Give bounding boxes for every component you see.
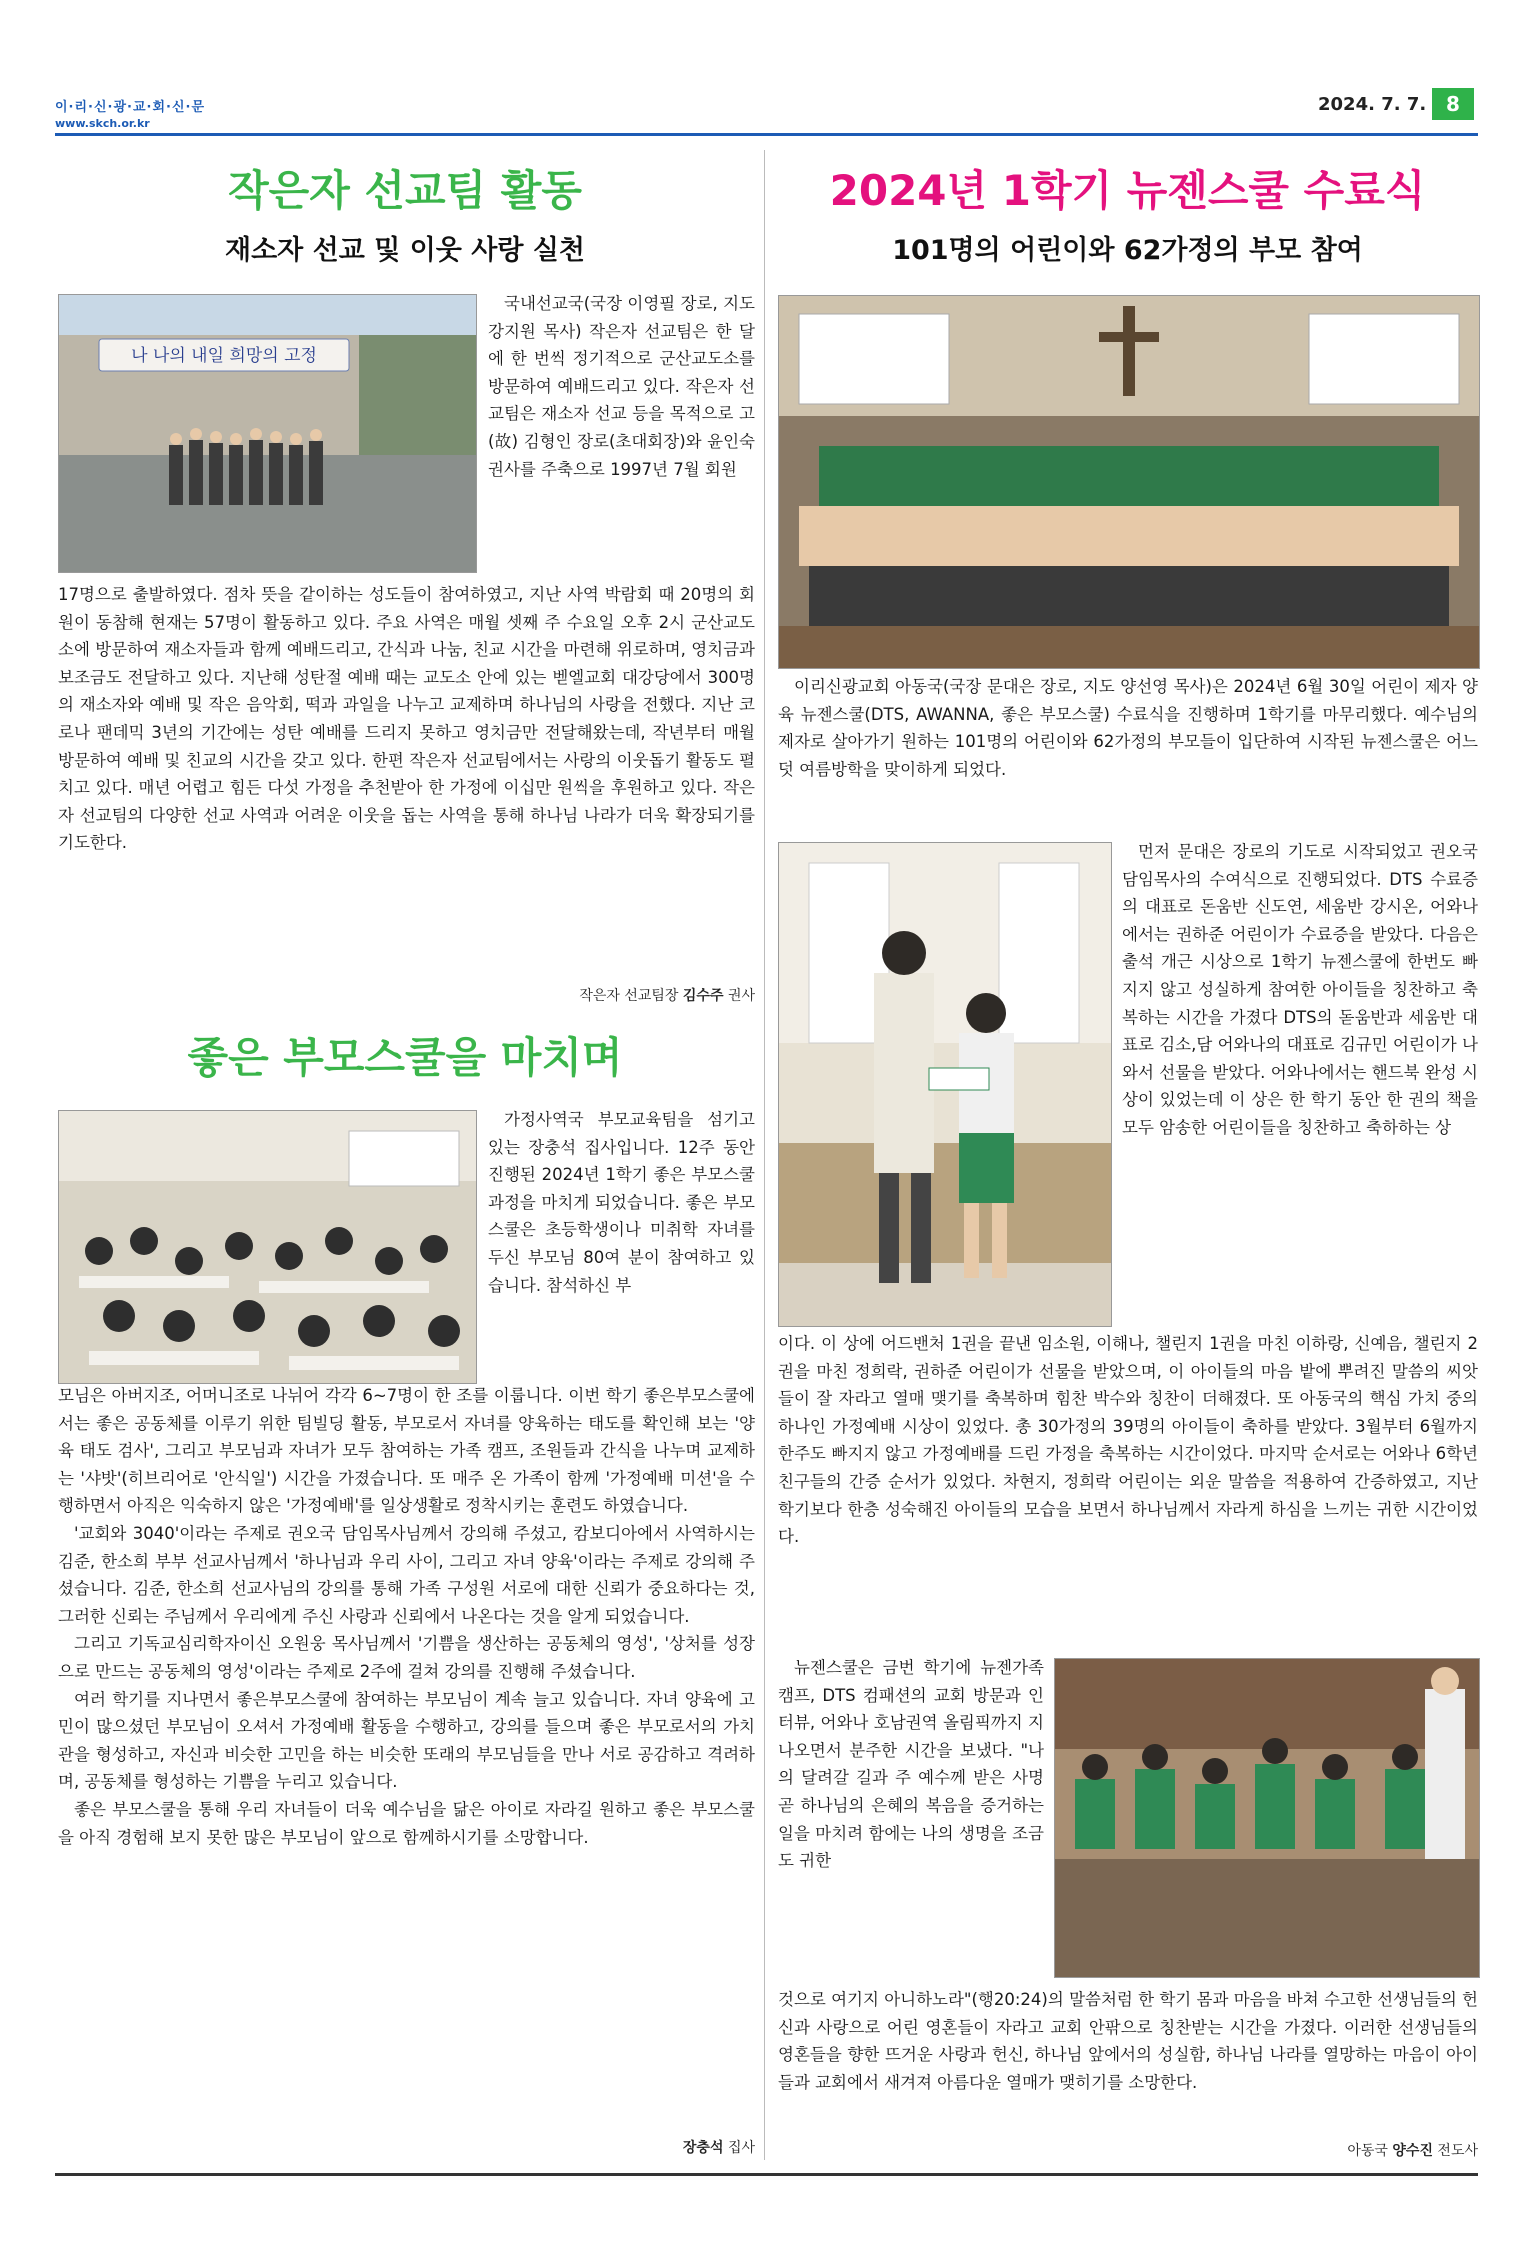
- byline-name: 김수주: [682, 988, 724, 1004]
- article1-photo: [58, 294, 477, 573]
- banner-text: 나 나의 내일 희망의 고정: [131, 346, 317, 366]
- byline-title: 권사: [727, 988, 755, 1004]
- article2-paragraph-top: 가정사역국 부모교육팀을 섬기고 있는 장충석 집사입니다. 12주 동안 진행된 2024년 1학기 좋은 부모스쿨 과정을 마치게 되었습니다. 좋은 부모스쿨은 초등학생이나 미취학 자녀를 두신 부모님 80여 분이 참여하고 있습니다. 참석하신 부: [488, 1110, 755, 1295]
- article3-text-3-body: [778, 1986, 1478, 2096]
- article3-subtitle: 101명의 어린이와 62가정의 부모 참여: [892, 235, 1363, 266]
- article3-text-2-top: [1122, 838, 1478, 1142]
- article2-byline: [58, 2137, 755, 2157]
- article3-text-3-top: [778, 1654, 1044, 1875]
- byline-name: 양수진: [1392, 2143, 1433, 2159]
- article3-text-1: [778, 673, 1478, 783]
- article2-paragraph-2: '교회와 3040'이라는 주제로 권오국 담임목사님께서 강의해 주셨고, 캄보디아에서 사역하시는 김준, 한소희 부부 선교사님께서 '하나님과 우리 사이, 그리고 자녀 양육'이라는 주제로 강의해 주셨습니다. 김준, 한소희 선교사님의 강의를 통해 가족 구성원 서로에 대한 신뢰가 중요하다는 것, 그러한 신뢰는 주님께서 우리에게 주신 사랑과 신뢰에서 나온다는 것을 알게 되었습니다.: [58, 1523, 755, 1626]
- article1-title: 작은자 선교팀 활동: [228, 166, 582, 215]
- article3-paragraph-1: 이리신광교회 아동국(국장 문대은 장로, 지도 양선영 목사)은 2024년 6월 30일 어린이 제자 양육 뉴젠스쿨(DTS, AWANNA, 좋은 부모스쿨) 수료식을 진행하며 1학기를 마무리했다. 예수님의 제자로 살아가기 원하는 101명의 어린이와 62가정의 부모들이 입단하여 시작된 뉴젠스쿨은 어느덧 여름방학을 맞이하게 되었다.: [778, 677, 1478, 779]
- article3-byline: [778, 2140, 1478, 2160]
- page-number-badge: 8: [1432, 88, 1474, 120]
- article2-title: 좋은 부모스쿨을 마치며: [187, 1033, 623, 1082]
- issue-date: 2024. 7. 7.: [1318, 94, 1427, 115]
- article2-paragraph-5: 좋은 부모스쿨을 통해 우리 자녀들이 더욱 예수님을 닮은 아이로 자라길 원하고 좋은 부모스쿨을 아직 경험해 보지 못한 많은 부모님이 앞으로 함께하시기를 소망합니다.: [58, 1799, 755, 1847]
- article1-paragraph-body: 17명으로 출발하였다. 점차 뜻을 같이하는 성도들이 참여하였고, 지난 사역 박람회 때 20명의 회원이 동참해 현재는 57명이 활동하고 있다. 주요 사역은 매월 셋째 주 수요일 오후 2시 군산교도소에 방문하여 재소자들과 함께 예배드리고, 간식과 나눔, 친교 시간을 마련해 위로하며, 영치금과 보조금도 전달하고 있다. 지난해 성탄절 예배 때는 교도소 안에 있는 벧엘교회 대강당에서 300명의 재소자와 예배 및 작은 음악회, 떡과 과일을 나누고 교제하며 하나님의 사랑을 전했다. 지난 코로나 팬데믹 3년의 기간에는 성탄 예배를 드리지 못하고 영치금만 전달해왔는데, 작년부터 매월 방문하여 예배 및 친교의 시간을 갖고 있다. 한편 작은자 선교팀에서는 사랑의 이웃돕기 활동도 펼치고 있다. 매년 어렵고 힘든 다섯 가정을 추천받아 한 가정에 이십만 원씩을 후원하고 있다. 작은자 선교팀의 다양한 선교 사역과 어려운 이웃을 돕는 사역을 통해 하나님 나라가 더욱 확장되기를 기도한다.: [58, 585, 755, 853]
- article3-group-photo: [778, 295, 1480, 669]
- article3-paragraph-3-body: 것으로 여기지 아니하노라"(행20:24)의 말씀처럼 한 학기 몸과 마음을 바쳐 수고한 선생님들의 헌신과 사랑으로 어린 영혼들이 자라고 교회 안팎으로 칭찬받는 시간을 가졌다. 이러한 선생님들의 영혼들을 향한 뜨거운 사랑과 헌신, 하나님 앞에서의 성실함, 하나님 나라를 열망하는 마음이 아이들과 교회에서 새겨져 아름다운 열매가 맺히기를 소망한다.: [778, 1990, 1478, 2092]
- masthead-name: 이·리·신·광·교·회·신·문: [55, 100, 206, 115]
- article2-paragraph-3: 그리고 기독교심리학자이신 오원웅 목사님께서 '기쁨을 생산하는 공동체의 영성', '상처를 성장으로 만드는 공동체의 영성'이라는 주제로 2주에 걸쳐 강의를 진행해 주셨습니다.: [58, 1634, 755, 1681]
- article2-paragraph-4: 여러 학기를 지나면서 좋은부모스쿨에 참여하는 부모님이 계속 늘고 있습니다. 자녀 양육에 고민이 많으셨던 부모님이 오셔서 가정예배 활동을 수행하고, 강의를 들으며 좋은 부모로서의 가치관을 형성하고, 자신과 비슷한 고민을 하는 비슷한 또래의 부모님들을 만나 서로 공감하고 격려하며, 공동체를 형성하는 기쁨을 누리고 있습니다.: [58, 1689, 755, 1792]
- article3-title: 2024년 1학기 뉴젠스쿨 수료식: [829, 166, 1426, 215]
- article1-subtitle: 재소자 선교 및 이웃 사랑 실천: [225, 235, 585, 266]
- article2-text-body: [58, 1382, 755, 1851]
- article2-text-top: [488, 1106, 755, 1299]
- article1-text-top: [488, 290, 755, 483]
- article3-paragraph-2-body: 이다. 이 상에 어드밴처 1권을 끝낸 임소원, 이해나, 챌린지 1권을 마친 이하랑, 신예음, 챌린지 2권을 마친 정희락, 권하준 어린이가 선물을 받았으며, 이 아이들의 마음 밭에 뿌려진 말씀의 씨앗들이 잘 자라고 열매 맺기를 축복하며 힘찬 박수와 칭찬이 더해졌다. 또 아동국의 핵심 가치 중의 하나인 가정예배 시상이 있었다. 총 30가정의 39명의 아이들이 축하를 받았다. 3월부터 6월까지 한주도 빠지지 않고 가정예배를 드린 가정을 축복하는 시간이었다. 마지막 순서로는 어와나 6학년 친구들의 간증 순서가 있었다. 차현지, 정희락 어린이는 외운 말씀을 적용하여 간증하였고, 지난 학기보다 한층 성숙해진 아이들의 모습을 보면서 하나님께서 자라게 하심을 느끼는 귀한 시간이었다.: [778, 1334, 1478, 1547]
- article1-byline: [58, 985, 755, 1005]
- column-divider: [764, 150, 765, 2160]
- byline-name: 장충석: [682, 2140, 724, 2156]
- header-rule: [55, 133, 1478, 136]
- article1-paragraph-top: 국내선교국(국장 이영필 장로, 지도 강지원 목사) 작은자 선교팀은 한 달에 한 번씩 정기적으로 군산교도소를 방문하여 예배드리고 있다. 작은자 선교팀은 재소자 선교 등을 목적으로 고(故) 김형인 장로(초대회장)와 윤인숙 권사를 주축으로 1997년 7월 회원: [488, 294, 755, 479]
- article3-award-photo: [778, 842, 1112, 1327]
- article2-photo: [58, 1110, 477, 1384]
- byline-title: 전도사: [1437, 2143, 1478, 2159]
- byline-title: 집사: [727, 2140, 755, 2156]
- article3-worship-photo: [1054, 1658, 1480, 1978]
- article1-text-body: [58, 581, 755, 857]
- article3-paragraph-3-top: 뉴젠스쿨은 금번 학기에 뉴젠가족캠프, DTS 컴패션의 교회 방문과 인터뷰, 어와나 호남권역 올림픽까지 지나오면서 분주한 시간을 보냈다. "나의 달려갈 길과 주 예수께 받은 사명 곧 하나님의 은혜의 복음을 증거하는 일을 마치려 함에는 나의 생명을 조금도 귀한: [778, 1658, 1044, 1871]
- article3-text-2-body: [778, 1330, 1478, 1551]
- article2-paragraph-1: 모님은 아버지조, 어머니조로 나뉘어 각각 6~7명이 한 조를 이룹니다. 이번 학기 좋은부모스쿨에서는 좋은 공동체를 이루기 위한 팀빌딩 활동, 부모로서 자녀를 양육하는 태도를 확인해 보는 '양육 태도 검사', 그리고 부모님과 자녀가 모두 참여하는 가족 캠프, 조원들과 간식을 나누며 교제하는 '샤밧'(히브리어로 '안식일') 시간을 가졌습니다. 또 매주 온 가족이 함께 '가정예배 미션'을 수행하면서 아직은 익숙하지 않은 '가정예배'를 일상생활로 정착시키는 훈련도 하였습니다.: [58, 1386, 755, 1516]
- masthead-url[interactable]: www.skch.or.kr: [55, 117, 150, 130]
- byline-role: 아동국: [1347, 2143, 1388, 2159]
- article3-paragraph-2-top: 먼저 문대은 장로의 기도로 시작되었고 권오국 담임목사의 수여식으로 진행되었다. DTS 수료증의 대표로 돈움반 신도연, 세움반 강시온, 어와나에서는 권하준 어린이가 수료증을 받았다. 다음은 출석 개근 시상으로 1학기 뉴젠스쿨에 한번도 빠지지 않고 성실하게 참여한 아이들을 칭찬하고 축복하는 시간을 가졌다 DTS의 돋움반과 세움반 대표로 김소,담 어와나의 대표로 김규민 어린이가 나와서 선물을 받았다. 어와나에서는 핸드북 완성 시상이 있었는데 이 상은 한 학기 동안 한 권의 책을 모두 암송한 어린이들을 칭찬하고 축하하는 상: [1122, 842, 1478, 1137]
- footer-rule: [55, 2173, 1478, 2176]
- byline-role: 작은자 선교팀장: [579, 988, 679, 1004]
